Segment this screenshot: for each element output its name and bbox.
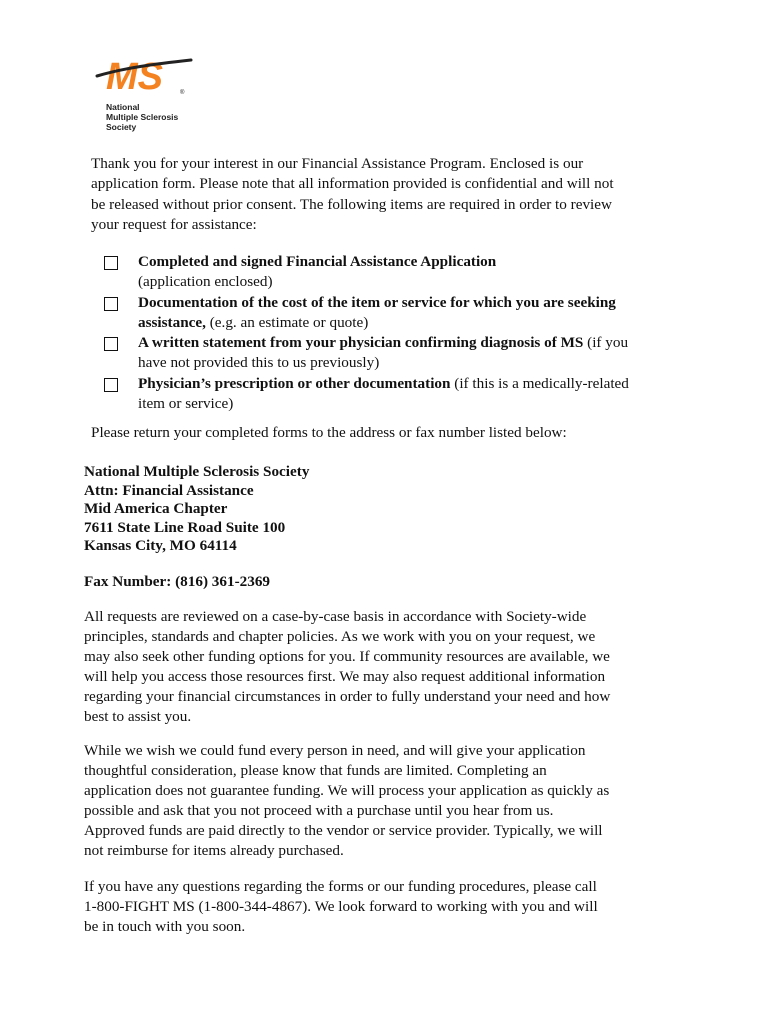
- item-bold-text: A written statement from your physician confirming diagnosis of MS: [138, 334, 584, 352]
- text-line: will help you access those resources first. We may also request additional information: [84, 668, 606, 685]
- checklist-item: [104, 333, 704, 374]
- text-line: While we wish we could fund every person in need, and will give your application: [84, 742, 586, 759]
- text-line: thoughtful consideration, please know that funds are limited. Completing an: [84, 762, 547, 779]
- item-text: item or service): [138, 395, 234, 413]
- text-line: principles, standards and chapter policies. As we work with you on your request, we: [84, 628, 596, 645]
- text-line: application form. Please note that all information provided is confidential and will not: [91, 175, 614, 193]
- item-text: (application enclosed): [138, 273, 273, 291]
- fax-number: Fax Number: (816) 361-2369: [84, 573, 271, 590]
- checklist-item: [104, 374, 704, 415]
- checklist-item: [104, 252, 704, 293]
- text-line: be in touch with you soon.: [84, 918, 246, 935]
- text-line: be released without prior consent. The following items are required in order to review: [91, 195, 612, 213]
- text-line: Approved funds are paid directly to the vendor or service provider. Typically, we will: [84, 822, 603, 839]
- contact-paragraph: [84, 877, 684, 937]
- registered-mark: ®: [180, 90, 185, 96]
- address-line: Kansas City, MO 64114: [84, 537, 237, 555]
- text-line: best to assist you.: [84, 708, 192, 725]
- item-text: (e.g. an estimate or quote): [205, 313, 369, 331]
- funding-limits-paragraph: [84, 741, 684, 861]
- text-line: your request for assistance:: [91, 215, 257, 233]
- text-line: If you have any questions regarding the forms or our funding procedures, please call: [84, 878, 597, 895]
- address-line: 7611 State Line Road Suite 100: [84, 518, 286, 536]
- logo-line: Society: [106, 122, 137, 132]
- text-line: may also seek other funding options for you. If community resources are available, we: [84, 648, 610, 665]
- text-line: possible and ask that you not proceed with a purchase until you hear from us.: [84, 802, 554, 819]
- text-line: 1-800-FIGHT MS (1-800-344-4867). We look forward to working with you and will: [84, 898, 598, 915]
- return-instructions: Please return your completed forms to the address or fax number listed below:: [91, 424, 567, 441]
- review-policy-paragraph: [84, 607, 684, 727]
- item-text: (if you: [583, 334, 629, 352]
- text-line: Thank you for your interest in our Financial Assistance Program. Enclosed is our: [91, 155, 584, 172]
- address-line: Attn: Financial Assistance: [84, 481, 254, 499]
- checkbox[interactable]: [104, 337, 118, 351]
- intro-paragraph: [91, 154, 691, 235]
- address-line: National Multiple Sclerosis Society: [84, 463, 310, 480]
- ms-logo-mark: [94, 56, 194, 96]
- checkbox[interactable]: [104, 256, 118, 270]
- mailing-address: [84, 463, 309, 556]
- text-line: application does not guarantee funding. We will process your application as quickly as: [84, 782, 610, 799]
- item-text: (if this is a medically-related: [450, 374, 629, 392]
- logo-line: National: [106, 102, 140, 112]
- item-bold-text: Physician’s prescription or other documentation: [138, 374, 451, 392]
- checkbox[interactable]: [104, 378, 118, 392]
- item-bold-text: Completed and signed Financial Assistance Application: [138, 253, 497, 270]
- item-bold-text: assistance,: [138, 313, 206, 331]
- required-items-checklist: [104, 252, 704, 414]
- item-text: have not provided this to us previously): [138, 354, 380, 372]
- logo-org-name: [106, 102, 204, 132]
- logo-line: Multiple Sclerosis: [106, 112, 179, 122]
- checklist-item: [104, 293, 704, 334]
- text-line: All requests are reviewed on a case-by-case basis in accordance with Society-wide: [84, 608, 587, 625]
- item-bold-text: Documentation of the cost of the item or service for which you are seeking: [138, 293, 616, 311]
- nmss-logo: [94, 56, 204, 132]
- text-line: regarding your financial circumstances in order to fully understand your need and how: [84, 688, 611, 705]
- address-line: Mid America Chapter: [84, 500, 228, 518]
- text-line: not reimburse for items already purchased.: [84, 842, 344, 859]
- checkbox[interactable]: [104, 297, 118, 311]
- ms-letters: MS: [106, 56, 163, 96]
